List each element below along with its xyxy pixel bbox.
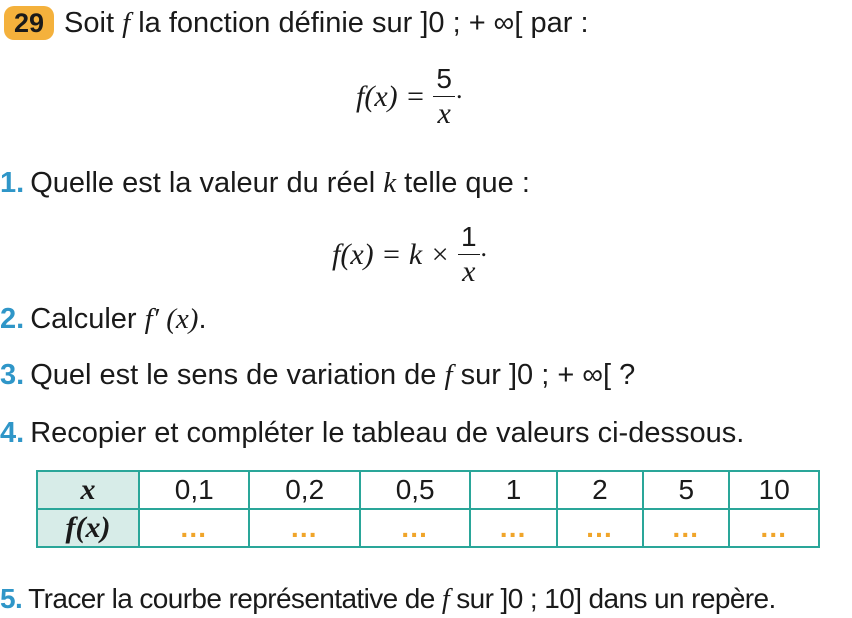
question-5: 5. Tracer la courbe représentative de f sur ]0 ; 10] dans un repère. [0,583,776,615]
table-row-x [37,471,819,509]
question-1: 1. Quelle est la valeur du réel k telle que : [0,167,530,199]
table-cell-blank: … [557,509,643,547]
fraction-1-over-x: $\frac{1}{x}$ [458,220,480,289]
table-cell-blank: … [470,509,556,547]
question-2: 2. Calculer f′ (x). [0,303,207,335]
table-cell: 0,2 [249,471,359,509]
exercise-number-badge: 29 [4,6,54,40]
table-cell-blank: … [643,509,729,547]
table-cell-blank: … [139,509,249,547]
table-cell-blank: … [360,509,470,547]
table-cell: 1 [470,471,556,509]
question-4: 4. Recopier et compléter le tableau de valeurs ci-dessous. [0,417,745,449]
exercise-intro: 29 Soit f la fonction définie sur ]0 ; + ∞[ par : [4,6,589,40]
formula-f-with-k: f(x) = k × $\frac{1}{x}$ . [332,221,488,288]
table-cell: 0,1 [139,471,249,509]
table-cell: 5 [643,471,729,509]
fraction-5-over-x: $\frac{5}{x}$ [433,62,455,131]
table-cell-blank: … [249,509,359,547]
table-cell: 2 [557,471,643,509]
table-header-fx: f(x) [37,509,139,547]
formula-f-definition: f(x) = $\frac{5}{x}$ . [356,63,463,130]
table-row-fx [37,509,819,547]
values-table [36,470,820,548]
table-cell: 0,5 [360,471,470,509]
question-3: 3. Quel est le sens de variation de f sur ]0 ; + ∞[ ? [0,359,636,391]
table-cell-blank: … [729,509,819,547]
table-cell: 10 [729,471,819,509]
table-header-x: x [37,471,139,509]
